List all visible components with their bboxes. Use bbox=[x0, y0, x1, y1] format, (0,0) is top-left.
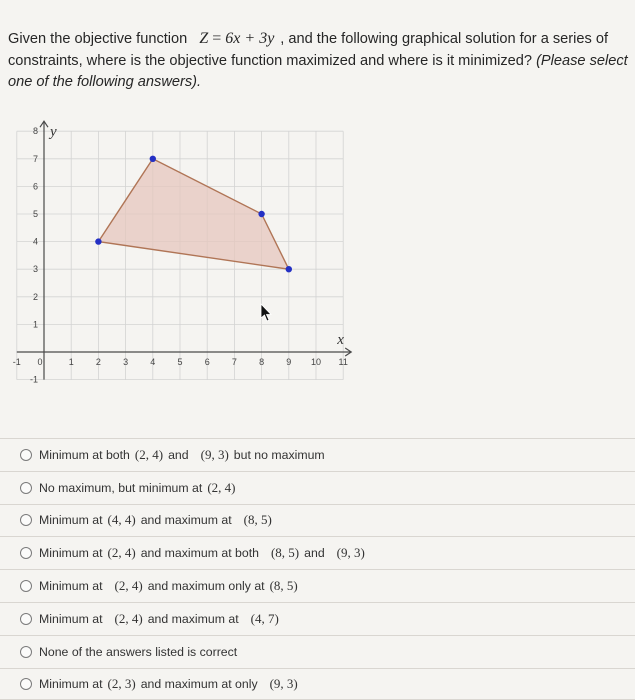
option-point: (8, 5) bbox=[243, 512, 272, 528]
option-text: and maximum at bbox=[147, 611, 239, 626]
feasible-region-graph bbox=[0, 100, 370, 385]
option-point: (2, 4) bbox=[107, 545, 136, 561]
radio-button[interactable] bbox=[20, 514, 32, 526]
y-tick-label: 6 bbox=[32, 181, 38, 192]
answer-option[interactable] bbox=[0, 668, 635, 700]
answer-option[interactable] bbox=[0, 536, 635, 569]
answer-options bbox=[0, 438, 635, 700]
option-point: (8, 5) bbox=[270, 545, 300, 561]
y-tick-label: -1 bbox=[29, 374, 38, 385]
vertex-point bbox=[150, 156, 156, 162]
grid bbox=[17, 131, 343, 379]
x-tick-label: 11 bbox=[338, 357, 348, 367]
option-text: Minimum at both bbox=[39, 447, 130, 462]
x-tick-label: 5 bbox=[177, 357, 183, 367]
answer-option[interactable] bbox=[0, 602, 635, 635]
x-tick-label: -1 bbox=[12, 357, 21, 367]
y-tick-label: 5 bbox=[32, 209, 38, 219]
y-tick-label: 1 bbox=[32, 319, 38, 330]
function-eq: = bbox=[212, 30, 222, 47]
x-tick-label: 3 bbox=[123, 357, 129, 367]
radio-button[interactable] bbox=[20, 580, 32, 592]
radio-button[interactable] bbox=[20, 613, 32, 625]
radio-button[interactable] bbox=[20, 646, 32, 658]
option-text: and bbox=[304, 546, 325, 561]
y-tick-label: 8 bbox=[32, 126, 38, 137]
question-hint: (Please select one of the following answers). bbox=[8, 52, 628, 90]
function-rhs: 6x + 3y bbox=[225, 30, 275, 47]
answer-option[interactable] bbox=[0, 635, 635, 668]
radio-button[interactable] bbox=[20, 449, 32, 461]
x-tick-label: 4 bbox=[150, 357, 156, 367]
radio-button[interactable] bbox=[20, 482, 32, 494]
option-point: (2, 4) bbox=[114, 578, 143, 594]
option-text: None of the answers listed is correct bbox=[39, 644, 238, 659]
x-tick-label: 1 bbox=[68, 357, 74, 367]
option-point: (4, 7) bbox=[250, 610, 279, 626]
option-point: (2, 3) bbox=[107, 675, 136, 691]
radio-button[interactable] bbox=[20, 678, 32, 690]
vertex-point bbox=[95, 238, 101, 244]
y-tick-label: 2 bbox=[32, 291, 38, 302]
answer-option[interactable] bbox=[0, 471, 635, 504]
x-tick-label: 2 bbox=[95, 357, 101, 367]
x-tick-label: 8 bbox=[259, 357, 265, 367]
option-point: (2, 4) bbox=[114, 610, 143, 626]
answer-option[interactable] bbox=[0, 569, 635, 602]
y-tick-label: 7 bbox=[32, 153, 38, 164]
option-text: and maximum only at bbox=[147, 579, 265, 594]
objective-function bbox=[199, 30, 274, 47]
option-text: Minimum at bbox=[39, 546, 103, 561]
function-lhs: Z bbox=[199, 30, 209, 47]
option-point: (2, 4) bbox=[134, 446, 164, 462]
option-text: and maximum at bbox=[140, 513, 232, 528]
option-point: (9, 3) bbox=[269, 675, 298, 691]
option-text: Minimum at bbox=[39, 676, 103, 691]
x-axis-label: x bbox=[337, 332, 344, 348]
option-text: and maximum at both bbox=[140, 546, 259, 561]
x-tick-label: 9 bbox=[286, 357, 292, 367]
option-point: (8, 5) bbox=[269, 578, 298, 594]
x-tick-label: 0 bbox=[37, 357, 43, 367]
option-point: (2, 4) bbox=[207, 479, 236, 495]
option-point: (9, 3) bbox=[200, 446, 229, 462]
option-text: No maximum, but minimum at bbox=[39, 480, 203, 495]
question-prefix: Given the objective function bbox=[8, 31, 188, 47]
vertex-point bbox=[258, 211, 264, 217]
y-tick-label: 4 bbox=[32, 236, 38, 247]
option-point: (9, 3) bbox=[336, 545, 365, 561]
option-text: and maximum at only bbox=[140, 676, 258, 691]
answer-option[interactable] bbox=[0, 504, 635, 537]
y-axis-label: y bbox=[50, 124, 57, 141]
x-tick-label: 10 bbox=[310, 357, 322, 367]
mouse-cursor-icon bbox=[261, 304, 271, 321]
vertex-point bbox=[286, 266, 292, 272]
option-text: Minimum at bbox=[39, 513, 103, 528]
option-text: and bbox=[168, 447, 189, 462]
option-text: Minimum at bbox=[39, 579, 103, 594]
x-tick-label: 7 bbox=[231, 357, 237, 367]
x-tick-label: 6 bbox=[204, 357, 210, 367]
option-point: (4, 4) bbox=[107, 512, 136, 528]
y-tick-label: 3 bbox=[32, 264, 38, 275]
question-text bbox=[8, 28, 628, 94]
radio-button[interactable] bbox=[20, 547, 32, 559]
option-text: but no maximum bbox=[233, 447, 325, 462]
option-text: Minimum at bbox=[39, 611, 103, 626]
answer-option[interactable] bbox=[0, 438, 635, 471]
question-suffix: , and the following graphical solution for a series of constraints, where is the objective function maximized and where is it minimized? bbox=[8, 31, 609, 69]
